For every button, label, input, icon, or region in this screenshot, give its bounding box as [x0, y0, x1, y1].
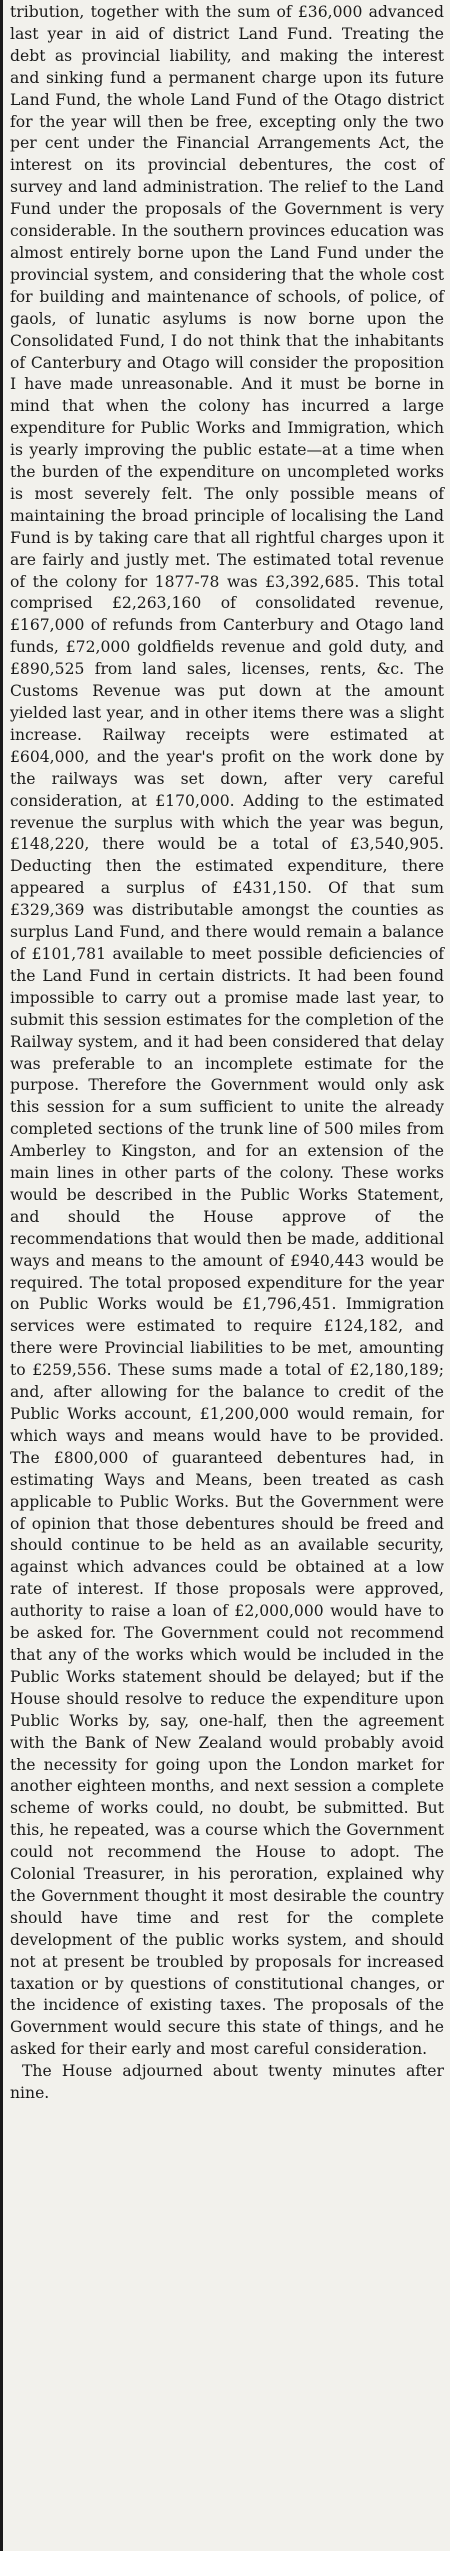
article-body-paragraph: tribution, together with the sum of £36,000 advanced last year in aid of district Land Fund. Treating the debt as provincial liability, and making the interest and sinking fund a permanent charge upon its future Land Fund, the whole Land Fund of the Otago district for the year will then be free, excepting only the two per cent under the Financial Arrangements Act, the interest on its provincial debentures, the cost of survey and land administration. The relief to the Land Fund under the proposals of the Government is very considerable. In the southern provinces education was almost entirely borne upon the Land Fund under the provincial system, and considering that the whole cost for building and maintenance of schools, of police, of gaols, of lunatic asylums is now borne upon the Consolidated Fund, I do not think that the inhabitants of Canterbury and Otago will consider the proposition I have made unreasonable. And it must be borne in mind that when the colony has incurred a large expenditure for Public Works and Immigration, which is yearly improving the public estate—at a time when the burden of the expenditure on uncompleted works is most severely felt. The only possible means of maintaining the broad principle of localising the Land Fund is by taking care that all rightful charges upon it are fairly and justly met. The estimated total revenue of the colony for 1877-78 was £3,392,685. This total comprised £2,263,160 of consolidated revenue, £167,000 of refunds from Canterbury and Otago land funds, £72,000 goldfields revenue and gold duty, and £890,525 from land sales, licenses, rents, &c. The Customs Revenue was put down at the amount yielded last year, and in other items there was a slight increase. Railway receipts were estimated at £604,000, and the year's profit on the work done by the railways was set down, after very careful consideration, at £170,000. Adding to the estimated revenue the surplus with which the year was begun, £148,220, there would be a total of £3,540,905. Deducting then the estimated expenditure, there appeared a surplus of £431,150. Of that sum £329,369 was distributable amongst the counties as surplus Land Fund, and there would remain a balance of £101,781 available to meet possible deficiencies of the Land Fund in certain districts. It had been found impossible to carry out a promise made last year, to submit this session estimates for the completion of the Railway system, and it had been considered that delay was preferable to an incomplete estimate for the purpose. Therefore the Government would only ask this session for a sum sufficient to unite the already completed sections of the trunk line of 500 miles from Amberley to Kingston, and for an extension of the main lines in other parts of the colony. These works would be described in the Public Works Statement, and should the House approve of the recommendations that would then be made, additional ways and means to the amount of £940,443 would be required. The total proposed expenditure for the year on Public Works would be £1,796,451. Immigration services were estimated to require £124,182, and there were Provincial liabilities to be met, amounting to £259,556. These sums made a total of £2,180,189; and, after allowing for the balance to credit of the Public Works account, £1,200,000 would remain, for which ways and means would have to be provided. The £800,000 of guaranteed debentures had, in estimating Ways and Means, been treated as cash applicable to Public Works. But the Government were of opinion that those debentures should be freed and should continue to be held as an available security, against which advances could be obtained at a low rate of interest. If those proposals were approved, authority to raise a loan of £2,000,000 would have to be asked for. The Government could not recommend that any of the works which would be included in the Public Works statement should be delayed; but if the House should resolve to reduce the expenditure upon Public Works by, say, one-half, then the agreement with the Bank of New Zealand would probably avoid the necessity for going upon the London market for another eighteen months, and next session a complete scheme of works could, no doubt, be submitted. But this, he repeated, was a course which the Government could not recommend the House to adopt. The Colonial Treasurer, in his peroration, explained why the Government thought it most desirable the country should have time and rest for the complete development of the public works system, and should not at present be troubled by proposals for increased taxation or by questions of constitutional changes, or the incidence of existing taxes. The proposals of the Government would secure this state of things, and he asked for their early and most careful consideration. — [10, 3, 444, 2059]
article-column — [10, 2, 444, 2105]
column-rule — [0, 0, 3, 2551]
closing-paragraph: The House adjourned about twenty minutes after nine. — [10, 2062, 444, 2103]
